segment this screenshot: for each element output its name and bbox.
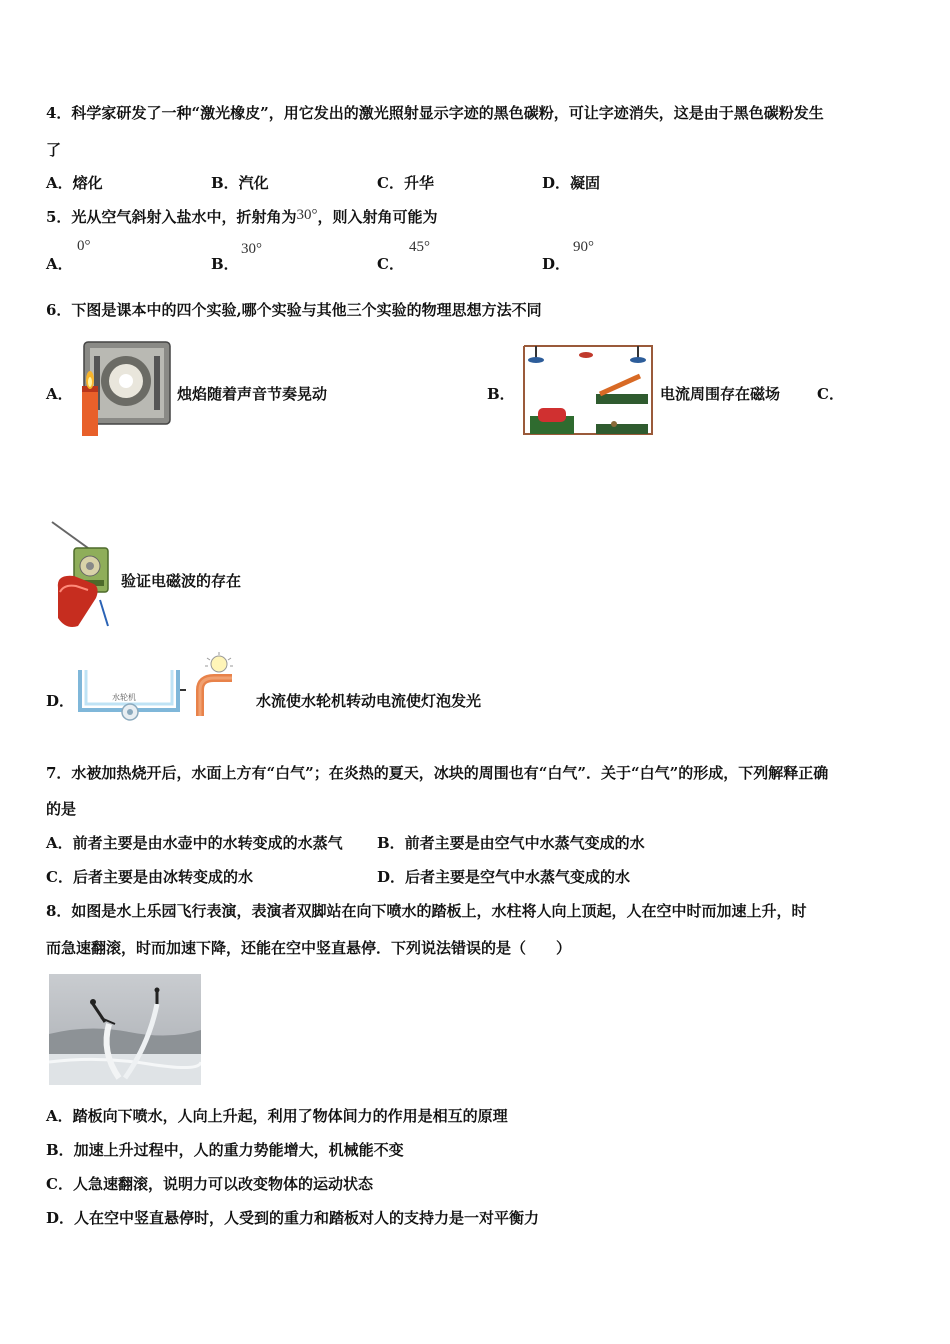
- water-turbine-label: 水轮机: [112, 693, 136, 702]
- flyboard-photo: [49, 974, 201, 1085]
- q6-option-d-letter: D．: [46, 692, 75, 710]
- q6-option-b-letter: B．: [487, 385, 515, 403]
- q5-option-a-letter: A．: [46, 255, 73, 273]
- q8-option-d: D．人在空中竖直悬停时，人受到的重力和踏板对人的支持力是一对平衡力: [46, 1209, 540, 1227]
- q5-option-c-letter: C．: [377, 255, 404, 273]
- q5-option-d-letter: D．: [542, 255, 571, 273]
- q7-option-c: C．后者主要是由冰转变成的水: [46, 868, 253, 886]
- q8-option-b: B．加速上升过程中，人的重力势能增大，机械能不变: [46, 1141, 404, 1159]
- q5-option-d-value: 90°: [573, 239, 594, 255]
- q5-stem-tail: ，则入射角可能为: [317, 208, 438, 226]
- q5-option-a-value: 0°: [77, 238, 91, 254]
- q4-option-d: D．凝固: [542, 174, 601, 192]
- q5-option-c-value: 45°: [409, 239, 430, 255]
- q5-stem-text: 5．光从空气斜射入盐水中，折射角为: [46, 208, 297, 226]
- q4-option-c: C．升华: [377, 174, 434, 192]
- q6-option-a-caption: 烛焰随着声音节奏晃动: [177, 385, 328, 403]
- q5-stem: [46, 206, 437, 227]
- q5-option-b-letter: B．: [211, 255, 239, 273]
- q8-stem-line2: 而急速翻滚，时而加速下降，还能在空中竖直悬停．下列说法错误的是（ ）: [46, 939, 572, 957]
- q7-stem-line2: 的是: [46, 800, 77, 818]
- q7-option-b: B．前者主要是由空气中水蒸气变成的水: [377, 834, 645, 852]
- q6-option-a-letter: A．: [46, 385, 73, 403]
- q6-option-c-letter: C．: [817, 385, 844, 403]
- q6-option-d-caption: 水流使水轮机转动电流使灯泡发光: [256, 692, 482, 710]
- q8-option-a: A．踏板向下喷水，人向上升起，利用了物体间力的作用是相互的原理: [46, 1107, 508, 1125]
- q5-stem-angle: 30°: [296, 207, 318, 223]
- q4-option-a: A．熔化: [46, 174, 103, 192]
- circuit-magnet-figure: [518, 338, 658, 442]
- speaker-candle-figure: [76, 334, 174, 442]
- q7-option-a: A．前者主要是由水壶中的水转变成的水蒸气: [46, 834, 343, 852]
- water-turbine-figure: [74, 650, 254, 722]
- q6-option-b-caption: 电流周围存在磁场: [660, 385, 781, 403]
- q8-stem-line1: 8．如图是水上乐园飞行表演，表演者双脚站在向下喷水的踏板上，水柱将人向上顶起，人在空中时而加速上升，时: [46, 902, 807, 920]
- q4-stem-line2: 了: [46, 141, 62, 159]
- q4-option-b: B．汽化: [211, 174, 269, 192]
- radio-phone-figure: [48, 518, 116, 630]
- q7-option-d: D．后者主要是空气中水蒸气变成的水: [377, 868, 631, 886]
- q6-stem: 6．下图是课本中的四个实验,哪个实验与其他三个实验的物理思想方法不同: [46, 301, 542, 319]
- q7-stem-line1: 7．水被加热烧开后，水面上方有“白气”；在炎热的夏天，冰块的周围也有“白气”．关于“白气”的形成，下列解释正确: [46, 764, 829, 782]
- q6-option-c-caption: 验证电磁波的存在: [121, 572, 242, 590]
- q5-option-b-value: 30°: [241, 241, 262, 257]
- q4-stem-line1: 4．科学家研发了一种“激光橡皮”，用它发出的激光照射显示字迹的黑色碳粉，可让字迹消失，这是由于黑色碳粉发生: [46, 104, 824, 122]
- q8-option-c: C．人急速翻滚，说明力可以改变物体的运动状态: [46, 1175, 373, 1193]
